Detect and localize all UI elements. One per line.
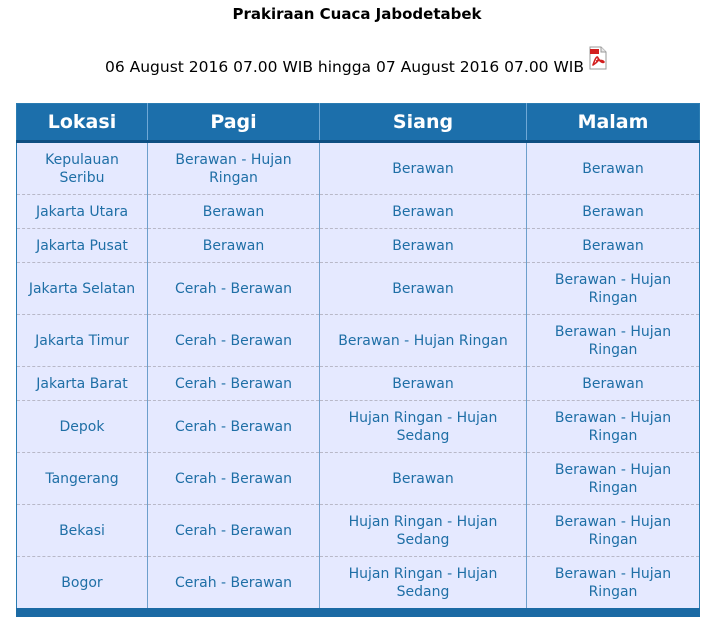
cell-siang[interactable]: Berawan	[320, 229, 527, 263]
cell-malam[interactable]: Berawan	[527, 367, 700, 401]
header-siang: Siang	[320, 104, 527, 142]
table-row	[17, 315, 700, 367]
cell-malam[interactable]: Berawan	[527, 142, 700, 195]
page-title: Prakiraan Cuaca Jabodetabek	[232, 5, 482, 23]
cell-malam[interactable]: Berawan - Hujan Ringan	[527, 401, 700, 453]
date-range	[0, 52, 714, 82]
cell-pagi[interactable]: Cerah - Berawan	[148, 505, 320, 557]
cell-lokasi[interactable]: Tangerang	[17, 453, 148, 505]
cell-pagi[interactable]: Cerah - Berawan	[148, 367, 320, 401]
cell-lokasi[interactable]: Jakarta Utara	[17, 195, 148, 229]
cell-lokasi[interactable]: Bekasi	[17, 505, 148, 557]
header-lokasi: Lokasi	[17, 104, 148, 142]
cell-malam[interactable]: Berawan	[527, 195, 700, 229]
cell-siang[interactable]: Berawan	[320, 195, 527, 229]
cell-lokasi[interactable]: Depok	[17, 401, 148, 453]
cell-malam[interactable]: Berawan - Hujan Ringan	[527, 453, 700, 505]
cell-lokasi[interactable]: Jakarta Timur	[17, 315, 148, 367]
cell-lokasi[interactable]: Jakarta Selatan	[17, 263, 148, 315]
table-row	[17, 263, 700, 315]
table-row	[17, 453, 700, 505]
cell-pagi[interactable]: Cerah - Berawan	[148, 401, 320, 453]
cell-lokasi[interactable]: Bogor	[61, 574, 103, 591]
cell-lokasi[interactable]: Jakarta Barat	[17, 367, 148, 401]
cell-siang[interactable]: Hujan Ringan - Hujan Sedang	[320, 557, 527, 613]
cell-pagi[interactable]: Cerah - Berawan	[148, 453, 320, 505]
table-row	[17, 401, 700, 453]
cell-siang[interactable]: Berawan - Hujan Ringan	[320, 315, 527, 367]
cell-pagi[interactable]: Cerah - Berawan	[148, 557, 320, 613]
cell-siang[interactable]: Berawan	[320, 142, 527, 195]
forecast-table	[16, 103, 700, 617]
cell-pagi[interactable]: Cerah - Berawan	[148, 315, 320, 367]
table-row	[17, 195, 700, 229]
cell-pagi[interactable]: Berawan - Hujan Ringan	[148, 142, 320, 195]
cell-pagi[interactable]: Cerah - Berawan	[148, 263, 320, 315]
cell-lokasi[interactable]: Kepulauan Seribu	[17, 142, 148, 195]
cell-malam[interactable]: Berawan - Hujan Ringan	[527, 263, 700, 315]
cell-siang[interactable]: Berawan	[320, 453, 527, 505]
cell-malam[interactable]: Berawan - Hujan Ringan	[527, 315, 700, 367]
cell-siang[interactable]: Hujan Ringan - Hujan Sedang	[320, 505, 527, 557]
table-row	[17, 367, 700, 401]
cell-lokasi[interactable]: Jakarta Pusat	[17, 229, 148, 263]
date-range-text: 06 August 2016 07.00 WIB hingga 07 August 2016 07.00 WIB	[104, 58, 585, 76]
cell-siang[interactable]: Berawan	[320, 263, 527, 315]
cell-malam[interactable]: Berawan - Hujan Ringan	[527, 557, 700, 613]
cell-pagi[interactable]: Berawan	[148, 195, 320, 229]
table-row	[17, 229, 700, 263]
cell-malam[interactable]: Berawan - Hujan Ringan	[527, 505, 700, 557]
cell-pagi[interactable]: Berawan	[148, 229, 320, 263]
cell-malam[interactable]: Berawan	[527, 229, 700, 263]
cell-siang[interactable]: Hujan Ringan - Hujan Sedang	[320, 401, 527, 453]
pdf-icon[interactable]	[587, 46, 609, 76]
cell-siang[interactable]: Berawan	[320, 367, 527, 401]
table-header-row	[17, 104, 700, 142]
header-malam: Malam	[527, 104, 700, 142]
table-row	[17, 557, 700, 613]
header-pagi: Pagi	[148, 104, 320, 142]
table-row	[17, 142, 700, 195]
table-row	[17, 505, 700, 557]
